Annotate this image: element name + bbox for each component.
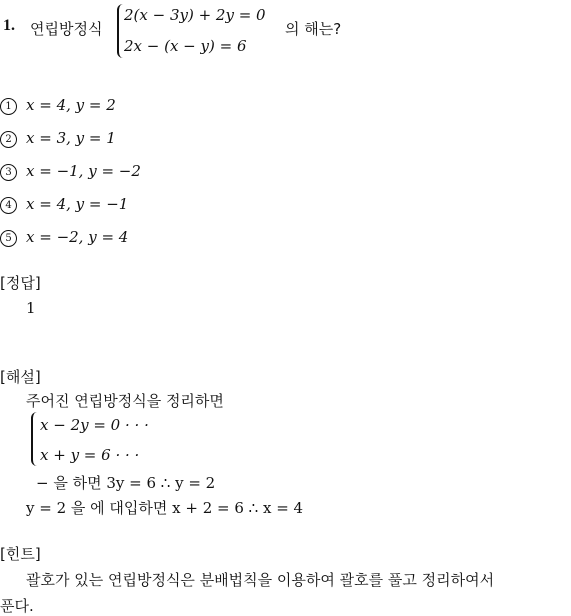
- question-equation-1: 2(x − 3y) + 2y = 0: [124, 6, 266, 24]
- question-prefix: 연립방정식: [30, 20, 103, 38]
- option-text: x = 4, y = 2: [26, 96, 116, 114]
- option-marker: 2: [0, 131, 17, 148]
- hint-label: [힌트]: [0, 545, 41, 563]
- option-text: x = 4, y = −1: [26, 195, 129, 213]
- option-text: x = −1, y = −2: [26, 162, 141, 180]
- option-1[interactable]: [0, 96, 116, 115]
- option-5[interactable]: [0, 228, 128, 247]
- option-marker: 3: [0, 164, 17, 181]
- option-4[interactable]: [0, 195, 128, 214]
- question-suffix: 의 해는?: [285, 20, 342, 38]
- explanation-step-1: − 을 하면 3y = 6 ∴ y = 2: [36, 474, 216, 492]
- option-marker: 4: [0, 197, 17, 214]
- option-3[interactable]: [0, 162, 141, 181]
- question-equation-2: 2x − (x − y) = 6: [124, 37, 247, 55]
- explanation-label: [해설]: [0, 368, 41, 386]
- explanation-step-2: y = 2 을 에 대입하면 x + 2 = 6 ∴ x = 4: [26, 499, 304, 517]
- hint-line-2: 푼다.: [0, 597, 34, 615]
- explanation-equation-2: x + y = 6 · · ·: [40, 446, 140, 464]
- option-2[interactable]: [0, 129, 116, 148]
- option-text: x = −2, y = 4: [26, 228, 129, 246]
- explanation-intro: 주어진 연립방정식을 정리하면: [26, 392, 224, 410]
- answer-label: [정답]: [0, 274, 41, 292]
- explanation-equation-1: x − 2y = 0 · · ·: [40, 416, 149, 434]
- option-text: x = 3, y = 1: [26, 129, 116, 147]
- answer-value: 1: [26, 299, 36, 317]
- question-number: 1.: [3, 17, 15, 34]
- option-marker: 1: [0, 98, 17, 115]
- option-marker: 5: [0, 230, 17, 247]
- hint-line-1: 괄호가 있는 연립방정식은 분배법칙을 이용하여 괄호를 풀고 정리하여서: [26, 571, 495, 589]
